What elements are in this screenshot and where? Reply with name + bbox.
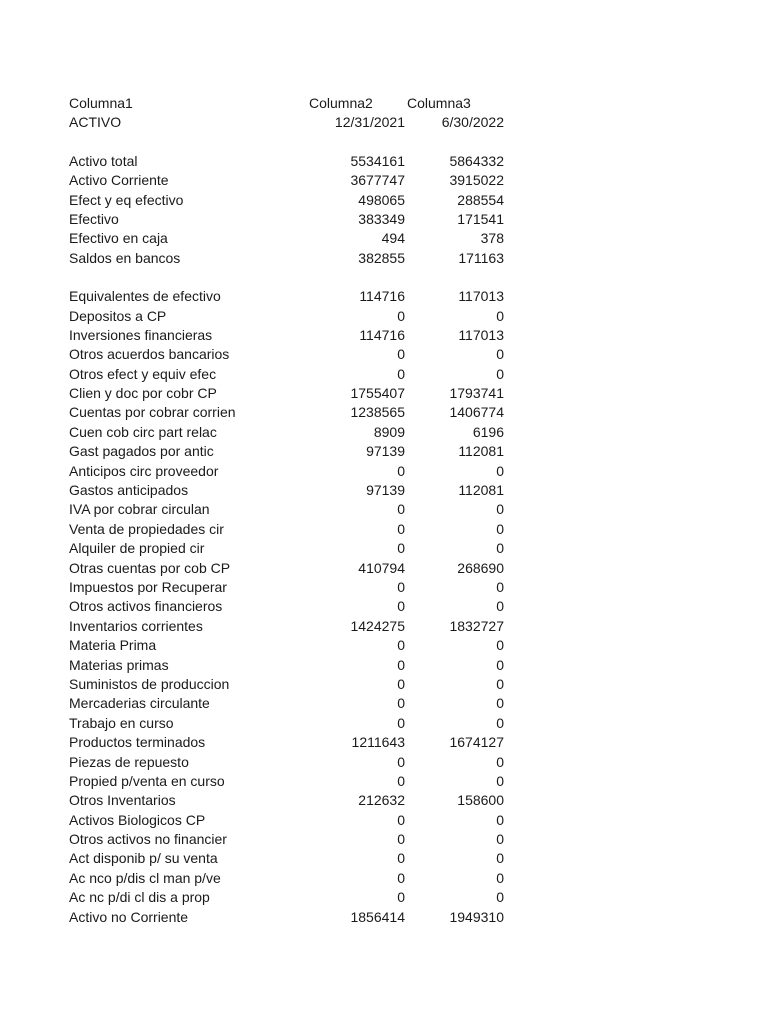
row-value-2021: 0 xyxy=(397,540,405,557)
row-value-2022: 0 xyxy=(496,637,504,654)
row-value-2022: 0 xyxy=(496,501,504,518)
table-row xyxy=(69,210,519,229)
table-row xyxy=(69,307,519,326)
row-value-2022: 0 xyxy=(496,811,504,828)
row-value-2021: 0 xyxy=(397,598,405,615)
row-value-2021: 8909 xyxy=(373,423,405,440)
row-value-2022: 5864332 xyxy=(449,152,504,169)
row-label: Suministos de produccion xyxy=(69,675,230,692)
table-row xyxy=(69,830,519,849)
row-value-2022: 0 xyxy=(496,365,504,382)
row-label: Depositos a CP xyxy=(69,307,167,324)
row-value-2021: 0 xyxy=(397,346,405,363)
row-value-2022: 0 xyxy=(496,714,504,731)
row-label: Gastos anticipados xyxy=(69,482,189,499)
row-value-2022: 268690 xyxy=(457,559,504,576)
row-value-2022: 1406774 xyxy=(449,404,504,421)
row-value-2021: 3677747 xyxy=(350,172,405,189)
row-value-2022: 158600 xyxy=(457,792,504,809)
table-row xyxy=(69,597,519,616)
row-value-2022: 0 xyxy=(496,346,504,363)
row-label: Propied p/venta en curso xyxy=(69,772,225,789)
row-value-2022: 171541 xyxy=(457,210,504,227)
column-header-1: Columna1 xyxy=(69,95,133,111)
row-value-2022: 0 xyxy=(496,772,504,789)
row-value-2021: 0 xyxy=(397,695,405,712)
row-value-2022: 0 xyxy=(496,675,504,692)
row-value-2021: 1755407 xyxy=(350,385,405,402)
row-value-2021: 0 xyxy=(397,714,405,731)
row-label: Act disponib p/ su venta xyxy=(69,850,218,867)
row-label: Activo total xyxy=(69,152,138,169)
row-value-2021: 382855 xyxy=(358,249,405,266)
row-value-2021: 0 xyxy=(397,831,405,848)
column-header-2: Columna2 xyxy=(309,95,373,111)
row-value-2022: 117013 xyxy=(458,288,504,305)
row-value-2021: 1211643 xyxy=(351,734,405,751)
row-value-2021: 0 xyxy=(397,520,405,537)
row-value-2022: 0 xyxy=(496,753,504,770)
row-value-2021: 410794 xyxy=(358,559,405,576)
table-row xyxy=(69,171,519,190)
row-value-2022: 0 xyxy=(496,850,504,867)
row-label: Activo Corriente xyxy=(69,172,169,189)
row-value-2021: 0 xyxy=(397,811,405,828)
table-row xyxy=(69,287,519,306)
row-label: Activo no Corriente xyxy=(69,908,189,925)
table-row xyxy=(69,733,519,752)
table-row xyxy=(69,249,519,268)
table-row xyxy=(69,403,519,422)
row-label: Otros acuerdos bancarios xyxy=(69,346,230,363)
row-label: Gast pagados por antic xyxy=(69,443,214,460)
row-label: Clien y doc por cobr CP xyxy=(69,385,217,402)
row-value-2021: 114716 xyxy=(359,326,405,343)
table-row xyxy=(69,656,519,675)
row-label: Saldos en bancos xyxy=(69,249,181,266)
column-header-3: Columna3 xyxy=(407,95,471,111)
table-row xyxy=(69,888,519,907)
row-value-2021: 0 xyxy=(397,889,405,906)
table-row xyxy=(69,229,519,248)
row-value-2021: 0 xyxy=(397,462,405,479)
row-value-2022: 1674127 xyxy=(449,734,504,751)
table-row xyxy=(69,811,519,830)
row-label: Venta de propiedades cir xyxy=(69,520,224,537)
row-label: Alquiler de propied cir xyxy=(69,540,205,557)
row-value-2022: 0 xyxy=(496,656,504,673)
row-value-2022: 0 xyxy=(496,695,504,712)
row-value-2021: 498065 xyxy=(358,191,405,208)
row-label: Efectivo xyxy=(69,210,119,227)
row-value-2022: 0 xyxy=(496,540,504,557)
table-row xyxy=(69,345,519,364)
row-label: Materias primas xyxy=(69,656,169,673)
row-value-2022: 6196 xyxy=(472,423,504,440)
row-label: Mercaderias circulante xyxy=(69,695,210,712)
row-value-2022: 1832727 xyxy=(449,617,504,634)
table-row xyxy=(69,772,519,791)
table-row xyxy=(69,500,519,519)
blank-row xyxy=(69,133,519,152)
balance-sheet-table xyxy=(69,94,519,927)
row-value-2021: 0 xyxy=(397,656,405,673)
row-label: Equivalentes de efectivo xyxy=(69,288,221,305)
table-row xyxy=(69,539,519,558)
row-label: Activos Biologicos CP xyxy=(69,811,206,828)
table-row xyxy=(69,578,519,597)
row-value-2021: 0 xyxy=(397,675,405,692)
row-value-2021: 0 xyxy=(397,753,405,770)
row-value-2021: 1424275 xyxy=(350,617,405,634)
table-row xyxy=(69,869,519,888)
row-value-2021: 114716 xyxy=(359,288,405,305)
row-value-2022: 171163 xyxy=(458,249,504,266)
table-row xyxy=(69,152,519,171)
row-value-2021: 1238565 xyxy=(350,404,405,421)
row-value-2021: 1856414 xyxy=(350,908,405,925)
section-cash xyxy=(69,152,519,268)
row-value-2021: 5534161 xyxy=(350,152,405,169)
row-label: Piezas de repuesto xyxy=(69,753,189,770)
row-label: Inversiones financieras xyxy=(69,326,213,343)
row-value-2022: 0 xyxy=(496,520,504,537)
date-col3: 6/30/2022 xyxy=(441,114,504,131)
row-label: Otras cuentas por cob CP xyxy=(69,559,231,576)
table-row xyxy=(69,520,519,539)
row-value-2022: 1949310 xyxy=(449,908,504,925)
row-value-2022: 0 xyxy=(496,869,504,886)
row-value-2022: 0 xyxy=(496,831,504,848)
table-row xyxy=(69,753,519,772)
date-header-row xyxy=(69,113,519,132)
table-row xyxy=(69,908,519,927)
table-row xyxy=(69,694,519,713)
table-row xyxy=(69,365,519,384)
row-label: Ac nc p/di cl dis a prop xyxy=(69,889,210,906)
row-value-2022: 117013 xyxy=(458,326,504,343)
table-row xyxy=(69,714,519,733)
row-label: IVA por cobrar circulan xyxy=(69,501,210,518)
table-row xyxy=(69,791,519,810)
table-row xyxy=(69,191,519,210)
row-value-2021: 0 xyxy=(397,365,405,382)
table-row xyxy=(69,559,519,578)
row-value-2022: 112081 xyxy=(458,482,504,499)
section-title: ACTIVO xyxy=(69,114,122,131)
section-current-assets xyxy=(69,287,519,927)
row-label: Ac nco p/dis cl man p/ve xyxy=(69,869,221,886)
row-value-2021: 0 xyxy=(397,772,405,789)
row-value-2022: 3915022 xyxy=(449,172,504,189)
table-row xyxy=(69,849,519,868)
row-value-2021: 0 xyxy=(397,869,405,886)
row-label: Inventarios corrientes xyxy=(69,617,203,634)
row-value-2022: 0 xyxy=(496,578,504,595)
row-value-2022: 378 xyxy=(480,230,504,247)
row-label: Materia Prima xyxy=(69,637,157,654)
row-label: Otros activos financieros xyxy=(69,598,223,615)
row-value-2021: 0 xyxy=(397,578,405,595)
row-value-2022: 0 xyxy=(496,889,504,906)
row-value-2022: 0 xyxy=(496,462,504,479)
row-value-2021: 212632 xyxy=(358,792,405,809)
row-value-2022: 1793741 xyxy=(449,385,504,402)
row-label: Productos terminados xyxy=(69,734,206,751)
row-label: Otros efect y equiv efec xyxy=(69,365,217,382)
row-value-2021: 383349 xyxy=(358,210,405,227)
row-label: Otros Inventarios xyxy=(69,792,176,809)
date-col2: 12/31/2021 xyxy=(334,114,405,131)
column-header-row xyxy=(69,94,519,113)
table-row xyxy=(69,326,519,345)
table-row xyxy=(69,423,519,442)
row-value-2022: 0 xyxy=(496,598,504,615)
row-value-2022: 0 xyxy=(496,307,504,324)
table-row xyxy=(69,462,519,481)
row-value-2021: 494 xyxy=(381,230,405,247)
row-value-2021: 0 xyxy=(397,637,405,654)
row-value-2021: 0 xyxy=(397,850,405,867)
table-row xyxy=(69,442,519,461)
row-value-2021: 97139 xyxy=(366,482,405,499)
row-value-2021: 0 xyxy=(397,501,405,518)
row-value-2022: 288554 xyxy=(457,191,504,208)
row-value-2022: 112081 xyxy=(458,443,504,460)
row-label: Impuestos por Recuperar xyxy=(69,578,227,595)
row-value-2021: 97139 xyxy=(366,443,405,460)
table-row xyxy=(69,675,519,694)
row-label: Efect y eq efectivo xyxy=(69,191,184,208)
table-row xyxy=(69,617,519,636)
row-label: Anticipos circ proveedor xyxy=(69,462,219,479)
blank-row xyxy=(69,268,519,287)
row-label: Cuentas por cobrar corrien xyxy=(69,404,236,421)
row-label: Trabajo en curso xyxy=(69,714,174,731)
table-row xyxy=(69,636,519,655)
row-label: Efectivo en caja xyxy=(69,230,168,247)
table-row xyxy=(69,384,519,403)
row-label: Otros activos no financier xyxy=(69,831,227,848)
table-row xyxy=(69,481,519,500)
row-value-2021: 0 xyxy=(397,307,405,324)
row-label: Cuen cob circ part relac xyxy=(69,423,217,440)
